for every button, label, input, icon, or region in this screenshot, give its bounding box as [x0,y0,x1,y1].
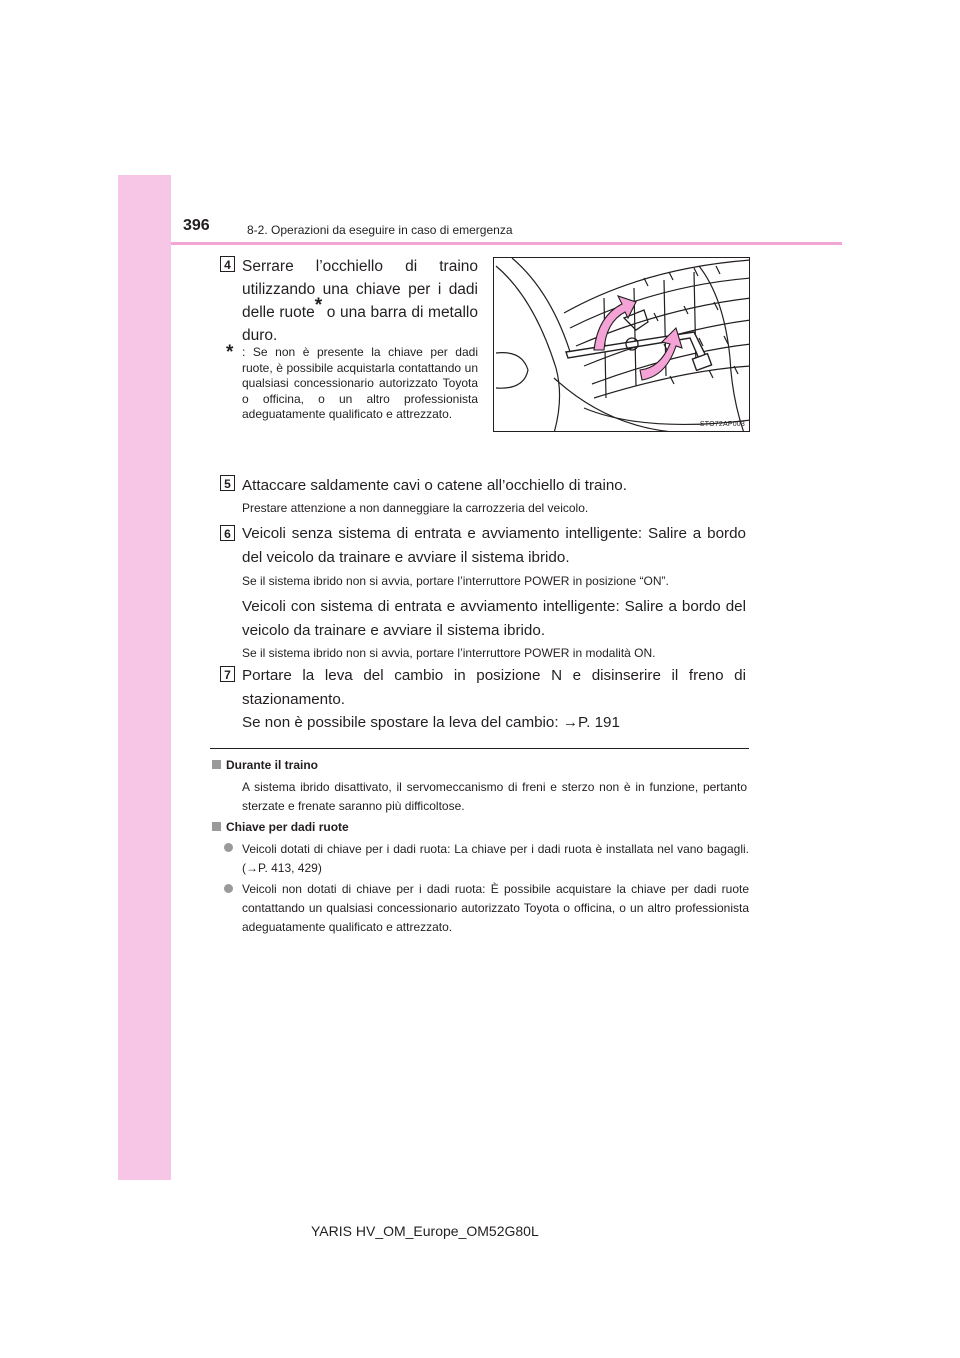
round-bullet-icon [224,884,233,893]
page-number: 396 [183,217,210,234]
note-2-bullet-2: Veicoli non dotati di chiave per i dadi ruota: È possibile acquistare la chiave per dadi ruote contattando un qualsiasi concessionario autorizzato Toyota o officina, o un altro professionista adeguatamente qualificato e attrezzato. [242,882,749,934]
step-5-note: Prestare attenzione a non danneggiare la carrozzeria del veicolo. [242,501,589,515]
figure-code: STO72AP003 [699,421,745,428]
step-number-4: 4 [220,256,235,272]
step-7-text: Portare la leva del cambio in posizione N e disinserire il freno di stazionamento. [242,667,746,708]
section-title: 8-2. Operazioni da eseguire in caso di emergenza [247,223,513,237]
tow-eyelet-drawing [494,258,750,432]
step-number-5: 5 [220,475,235,491]
footnote-text: : Se non è presente la chiave per dadi ruote, è possibile acquistarla contattando un qualsiasi concessionario autorizzato Toyota o officina, o un altro professionista adeguatamente qualificato e attrezzato. [242,345,478,421]
step-4-text-a: Serrare l’occhiello di traino utilizzando una chiave per i dadi delle ruote [242,258,478,321]
note-heading-chiave [212,820,349,834]
step-number-7: 7 [220,666,235,682]
step-5-text: Attaccare saldamente cavi o catene all’occhiello di traino. [242,477,627,494]
side-color-band [118,175,171,1180]
step-4-text-b: o una barra di metallo duro. [242,304,478,344]
step-number-6: 6 [220,525,235,541]
step-7-text-2: Se non è possibile spostare la leva del cambio: →P. 191 [242,714,620,731]
step-6-note-2: Se il sistema ibrido non si avvia, portare l’interruttore POWER in modalità ON. [242,646,656,660]
step-6-text-2: Veicoli con sistema di entrata e avviamento intelligente: Salire a bordo del veicolo da trainare e avviare il sistema ibrido. [242,598,746,639]
round-bullet-icon [224,843,233,852]
note-2-bullet-1: Veicoli dotati di chiave per i dadi ruota: La chiave per i dadi ruota è installata nel vano bagagli. (→P. 413, 429) [242,842,749,875]
footer-doc-code: YARIS HV_OM_Europe_OM52G80L [311,1223,539,1239]
note-body-1: A sistema ibrido disattivato, il servomeccanismo di freni e sterzo non è in funzione, pertanto sterzate e frenate saranno più difficoltose. [242,780,747,813]
asterisk-mark: * [314,294,323,316]
tow-eyelet-illustration [493,257,750,432]
step-4-text [242,255,478,347]
notes-divider [210,748,749,749]
note-heading-traino [212,758,318,772]
step-6-text: Veicoli senza sistema di entrata e avviamento intelligente: Salire a bordo del veicolo da trainare e avviare il sistema ibrido. [242,525,746,566]
footnote-asterisk: * [226,342,234,363]
square-bullet-icon [212,822,221,831]
square-bullet-icon [212,760,221,769]
note-title-2: Chiave per dadi ruote [226,820,349,834]
step-6-note: Se il sistema ibrido non si avvia, portare l’interruttore POWER in posizione “ON”. [242,574,669,588]
note-title-1: Durante il traino [226,758,319,772]
header-rule [171,242,842,245]
